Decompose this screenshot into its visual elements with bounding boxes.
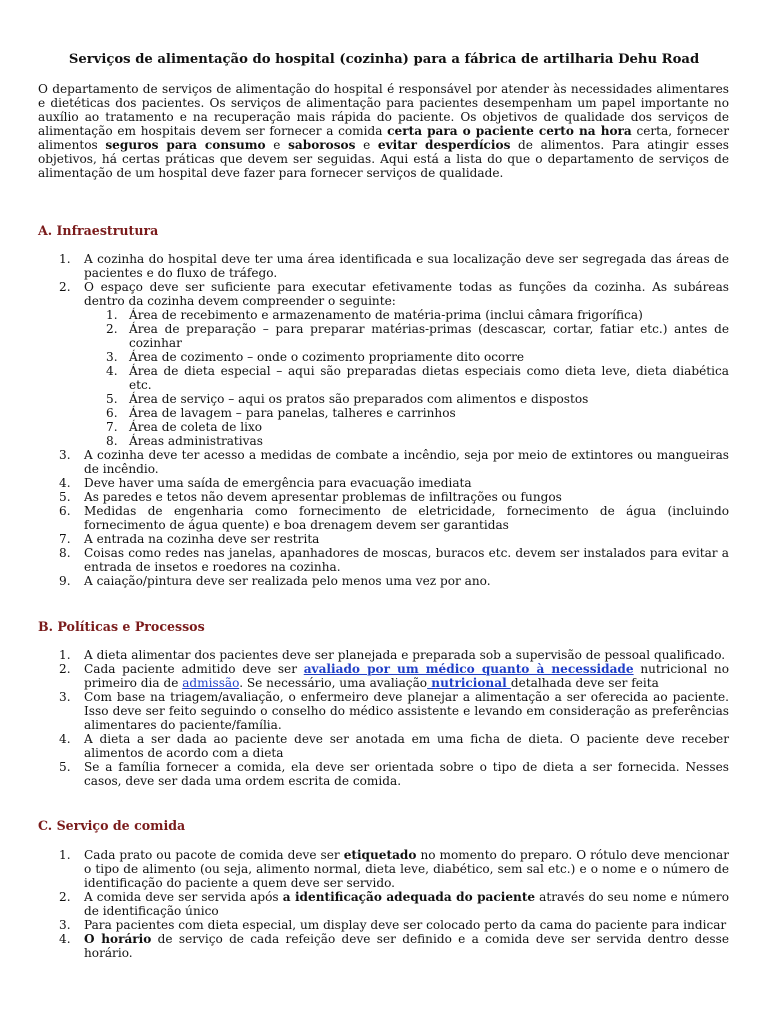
item-text: Área de serviço – aqui os pratos são preparados com alimentos e dispostos bbox=[129, 392, 589, 406]
item-text: . Se necessário, uma avaliação bbox=[239, 676, 428, 690]
avaliacao-medica-link[interactable]: avaliado por um médico quanto à necessidade bbox=[303, 662, 634, 676]
intro-bold: evitar desperdícios bbox=[377, 138, 511, 152]
item-number: 1. bbox=[59, 848, 71, 862]
item-number: 1. bbox=[106, 308, 118, 322]
item-number: 4. bbox=[59, 476, 71, 490]
item-text: de serviço de cada refeição deve ser definido e a comida deve ser servida dentro desse horário. bbox=[84, 932, 729, 960]
intro-bold: seguros para consumo bbox=[105, 138, 266, 152]
sub-list-item bbox=[38, 434, 729, 448]
nutricional-link[interactable]: nutricional bbox=[427, 676, 511, 690]
intro-text: e bbox=[265, 138, 289, 152]
item-number: 4. bbox=[59, 932, 71, 946]
list-item bbox=[38, 546, 729, 574]
intro-text: e bbox=[355, 138, 378, 152]
admissao-link[interactable]: admissão bbox=[182, 676, 240, 690]
item-text: nutricional no primeiro dia de bbox=[84, 662, 730, 690]
list-item bbox=[38, 662, 729, 690]
list-item bbox=[38, 932, 729, 960]
item-number: 7. bbox=[59, 532, 71, 546]
item-text: Área de cozimento – onde o cozimento propriamente dito ocorre bbox=[129, 350, 525, 364]
item-text: Deve haver uma saída de emergência para evacuação imediata bbox=[84, 476, 472, 490]
item-number: 2. bbox=[59, 280, 71, 294]
item-text: Medidas de engenharia como fornecimento de eletricidade, fornecimento de água (incluindo fornecimento de água quente) e boa drenagem devem ser garantidas bbox=[84, 504, 729, 532]
list-item bbox=[38, 648, 729, 662]
item-number: 6. bbox=[106, 406, 118, 420]
item-text: O espaço deve ser suficiente para executar efetivamente todas as funções da cozinha. As subáreas dentro da cozinha devem compreender o seguinte: bbox=[84, 280, 729, 308]
intro-text: de alimentos. Para atingir esses objetivos, há certas práticas que devem ser seguidas. Aqui está a lista do que o departamento de serviços de alimentação de um hospital deve fazer para fornecer serviços de qualidade. bbox=[38, 138, 729, 180]
list-item bbox=[38, 476, 729, 490]
politicas-list bbox=[38, 648, 729, 788]
intro-bold: certa para o paciente certo na hora bbox=[387, 124, 632, 138]
item-text: A dieta alimentar dos pacientes deve ser planejada e preparada sob a supervisão de pessoal qualificado. bbox=[84, 648, 726, 662]
sub-list-item bbox=[38, 406, 729, 420]
item-text: Com base na triagem/avaliação, o enfermeiro deve planejar a alimentação a ser oferecida ao paciente. Isso deve ser feito seguindo o conselho do médico assistente e levando em consideração as preferências alimentares do paciente/família. bbox=[84, 690, 729, 732]
item-number: 6. bbox=[59, 504, 71, 518]
item-bold: a identificação adequada do paciente bbox=[282, 890, 536, 904]
item-text: Área de dieta especial – aqui são preparadas dietas especiais como dieta leve, dieta diabética etc. bbox=[129, 364, 729, 392]
sub-list-item bbox=[38, 350, 729, 364]
item-number: 5. bbox=[106, 392, 118, 406]
item-number: 8. bbox=[106, 434, 118, 448]
item-number: 2. bbox=[59, 662, 71, 676]
item-number: 2. bbox=[106, 322, 118, 336]
item-text: Coisas como redes nas janelas, apanhadores de moscas, buracos etc. devem ser instalados para evitar a entrada de insetos e roedores na cozinha. bbox=[84, 546, 729, 574]
section-heading-infraestrutura: A. Infraestrutura bbox=[38, 223, 159, 238]
item-number: 3. bbox=[59, 918, 71, 932]
list-item bbox=[38, 448, 729, 476]
item-number: 7. bbox=[106, 420, 118, 434]
list-item bbox=[38, 252, 729, 280]
intro-text: certa, fornecer alimentos bbox=[38, 124, 729, 152]
section-heading-servico: C. Serviço de comida bbox=[38, 818, 186, 833]
list-item bbox=[38, 574, 729, 588]
item-number: 2. bbox=[59, 890, 71, 904]
item-text: Área de coleta de lixo bbox=[129, 420, 263, 434]
list-item bbox=[38, 890, 729, 918]
list-item bbox=[38, 732, 729, 760]
item-number: 9. bbox=[59, 574, 71, 588]
list-item bbox=[38, 532, 729, 546]
item-text: detalhada deve ser feita bbox=[510, 676, 659, 690]
item-text: Se a família fornecer a comida, ela deve ser orientada sobre o tipo de dieta a ser fornecida. Nesses casos, deve ser dada uma ordem escrita de comida. bbox=[84, 760, 729, 788]
item-number: 1. bbox=[59, 648, 71, 662]
list-item bbox=[38, 760, 729, 788]
item-text: A comida deve ser servida após bbox=[84, 890, 283, 904]
item-text: A cozinha deve ter acesso a medidas de combate a incêndio, seja por meio de extintores ou mangueiras de incêndio. bbox=[84, 448, 729, 476]
subareas-list bbox=[38, 308, 729, 448]
page-title: Serviços de alimentação do hospital (cozinha) para a fábrica de artilharia Dehu Road bbox=[68, 52, 700, 67]
item-text: no momento do preparo. O rótulo deve mencionar o tipo de alimento (ou seja, alimento normal, dieta leve, diabético, sem sal etc.) e o nome e o número de identificação do paciente a quem deve ser servido. bbox=[84, 848, 729, 890]
list-item bbox=[38, 280, 729, 448]
section-heading-politicas: B. Políticas e Processos bbox=[38, 619, 205, 634]
sub-list-item bbox=[38, 364, 729, 392]
item-text: A entrada na cozinha deve ser restrita bbox=[84, 532, 320, 546]
item-text: A dieta a ser dada ao paciente deve ser anotada em uma ficha de dieta. O paciente deve receber alimentos de acordo com a dieta bbox=[84, 732, 729, 760]
item-bold: etiquetado bbox=[343, 848, 417, 862]
list-item bbox=[38, 504, 729, 532]
servico-list bbox=[38, 848, 729, 960]
list-item bbox=[38, 690, 729, 732]
item-text: Área de lavagem – para panelas, talheres e carrinhos bbox=[129, 406, 456, 420]
item-number: 3. bbox=[106, 350, 118, 364]
item-text: Cada paciente admitido deve ser bbox=[84, 662, 304, 676]
item-text: Área de recebimento e armazenamento de matéria-prima (inclui câmara frigorífica) bbox=[129, 308, 643, 322]
list-item bbox=[38, 848, 729, 890]
item-text: através do seu nome e número de identificação único bbox=[84, 890, 729, 918]
item-text: As paredes e tetos não devem apresentar problemas de infiltrações ou fungos bbox=[84, 490, 562, 504]
list-item bbox=[38, 490, 729, 504]
item-text: A cozinha do hospital deve ter uma área identificada e sua localização deve ser segregada das áreas de pacientes e do fluxo de tráfego. bbox=[84, 252, 729, 280]
intro-paragraph bbox=[38, 82, 729, 180]
item-text: Para pacientes com dieta especial, um display deve ser colocado perto da cama do paciente para indicar bbox=[84, 918, 727, 932]
item-text: Áreas administrativas bbox=[129, 434, 263, 448]
sub-list-item bbox=[38, 392, 729, 406]
item-number: 3. bbox=[59, 448, 71, 462]
item-number: 1. bbox=[59, 252, 71, 266]
item-number: 5. bbox=[59, 490, 71, 504]
item-number: 4. bbox=[59, 732, 71, 746]
sub-list-item bbox=[38, 420, 729, 434]
item-number: 4. bbox=[106, 364, 118, 378]
item-number: 8. bbox=[59, 546, 71, 560]
item-text: Área de preparação – para preparar matérias-primas (descascar, cortar, fatiar etc.) antes de cozinhar bbox=[129, 322, 729, 350]
item-text: A caiação/pintura deve ser realizada pelo menos uma vez por ano. bbox=[84, 574, 491, 588]
intro-text: O departamento de serviços de alimentação do hospital é responsável por atender às necessidades alimentares e dietéticas dos pacientes. Os serviços de alimentação para pacientes desempenham um papel importante no auxílio ao tratamento e na recuperação mais rápida do paciente. Os objetivos de qualidade dos serviços de alimentação em hospitais devem ser fornecer a comida bbox=[38, 82, 729, 138]
sub-list-item bbox=[38, 308, 729, 322]
item-text: Cada prato ou pacote de comida deve ser bbox=[84, 848, 344, 862]
item-number: 3. bbox=[59, 690, 71, 704]
item-bold: O horário bbox=[84, 932, 152, 946]
item-number: 5. bbox=[59, 760, 71, 774]
intro-bold: saborosos bbox=[288, 138, 356, 152]
list-item bbox=[38, 918, 729, 932]
infraestrutura-list bbox=[38, 252, 729, 588]
sub-list-item bbox=[38, 322, 729, 350]
